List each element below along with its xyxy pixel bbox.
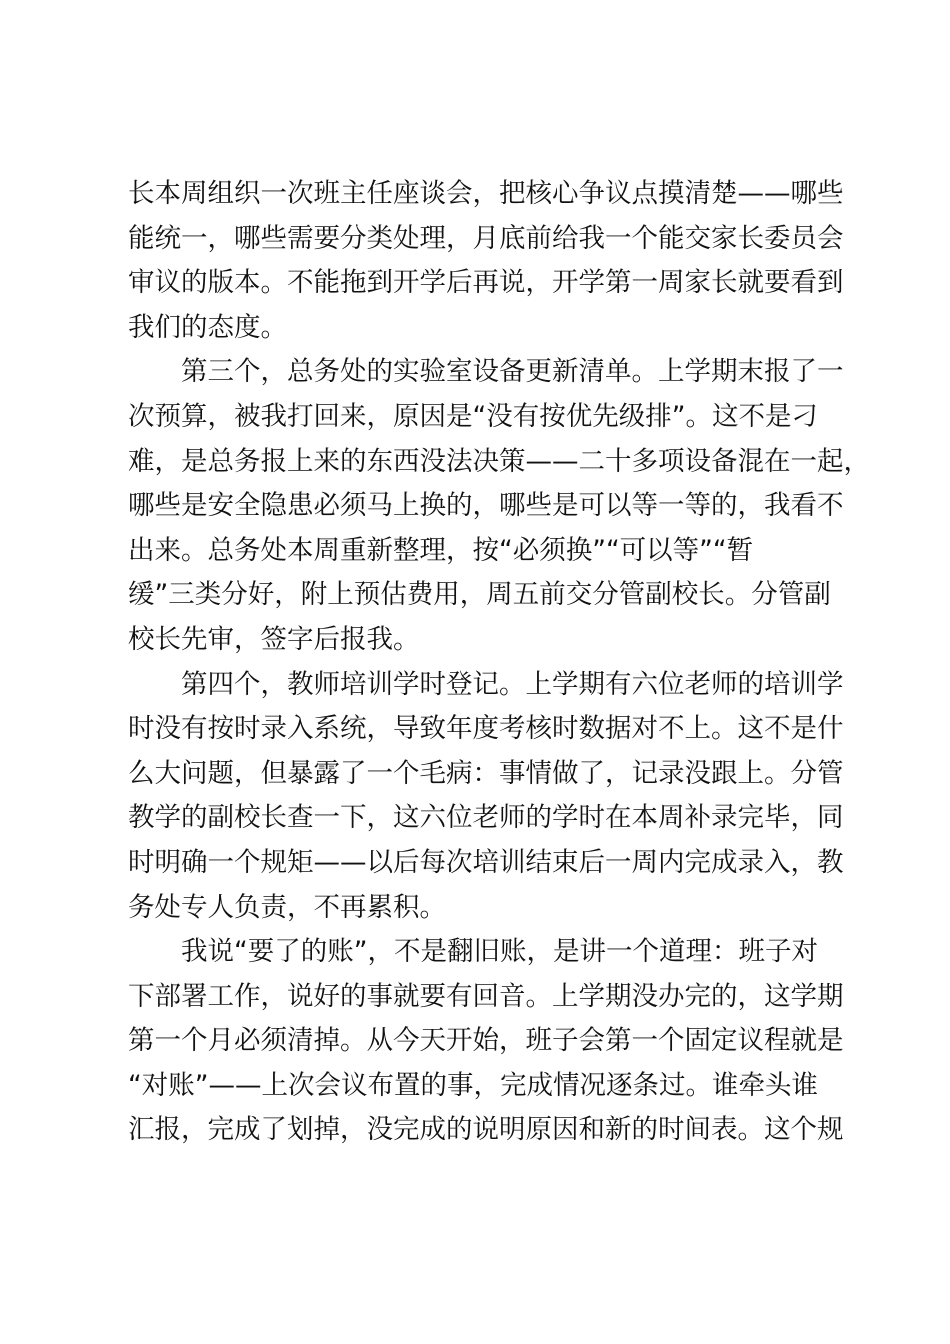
paragraph-first-line: 第三个，总务处的实验室设备更新清单。上学期末报了一	[181, 356, 844, 388]
text-line: “对账”——上次会议布置的事，完成情况逐条过。谁牵头谁	[128, 1069, 818, 1101]
text-line: 能统一，哪些需要分类处理，月底前给我一个能交家长委员会	[128, 222, 844, 254]
text-line: 时明确一个规矩——以后每次培训结束后一周内完成录入，教	[128, 846, 844, 878]
text-line: 长本周组织一次班主任座谈会，把核心争议点摸清楚——哪些	[128, 178, 844, 209]
text-line: 我们的态度。	[128, 311, 287, 343]
text-line: 出来。总务处本周重新整理，按“必须换”“可以等”“暂	[128, 534, 754, 566]
text-line: 审议的版本。不能拖到开学后再说，开学第一周家长就要看到	[128, 267, 844, 299]
text-line: 么大问题，但暴露了一个毛病：事情做了，记录没跟上。分管	[128, 757, 844, 789]
text-line: 哪些是安全隐患必须马上换的，哪些是可以等一等的，我看不	[128, 490, 844, 522]
text-line: 第一个月必须清掉。从今天开始，班子会第一个固定议程就是	[128, 1025, 844, 1057]
text-line: 教学的副校长查一下，这六位老师的学时在本周补录完毕，同	[128, 802, 844, 834]
text-line: 校长先审，签字后报我。	[128, 623, 420, 655]
text-line: 次预算，被我打回来，原因是“没有按优先级排”。这不是刁	[128, 400, 818, 432]
paragraph-first-line: 第四个，教师培训学时登记。上学期有六位老师的培训学	[181, 668, 844, 700]
text-line: 缓”三类分好，附上预估费用，周五前交分管副校长。分管副	[128, 579, 831, 611]
body-text	[128, 172, 870, 1153]
text-line: 汇报，完成了划掉，没完成的说明原因和新的时间表。这个规	[128, 1114, 844, 1146]
text-line: 时没有按时录入系统，导致年度考核时数据对不上。这不是什	[128, 713, 844, 745]
text-line: 下部署工作，说好的事就要有回音。上学期没办完的，这学期	[128, 980, 844, 1012]
text-line: 务处专人负责，不再累积。	[128, 891, 446, 923]
text-line: 难，是总务报上来的东西没法决策——二十多项设备混在一起，	[128, 445, 870, 477]
paragraph-first-line: 我说“要了的账”，不是翻旧账，是讲一个道理：班子对	[181, 936, 818, 968]
